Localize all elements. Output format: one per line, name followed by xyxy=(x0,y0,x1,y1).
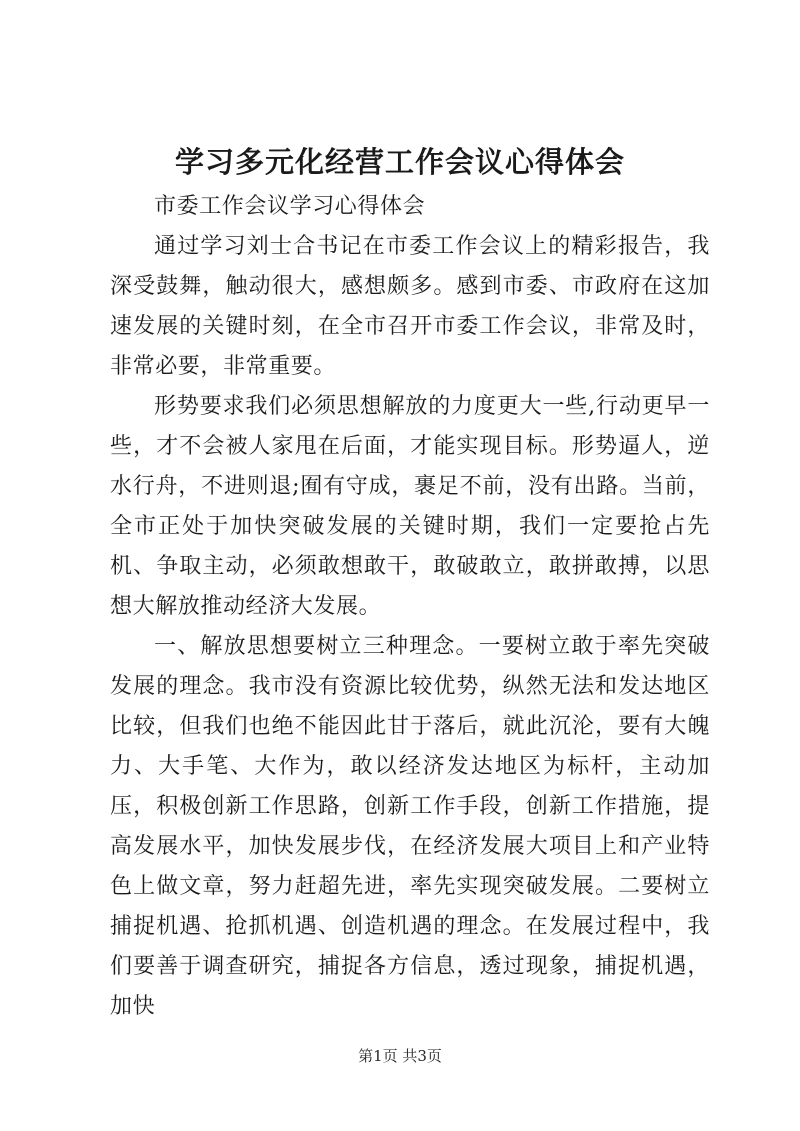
document-title: 学习多元化经营工作会议心得体会 xyxy=(174,145,625,179)
body-paragraph: 一、解放思想要树立三种理念。一要树立敢于率先突破发展的理念。我市没有资源比较优势，纵然无法和发达地区比较，但我们也绝不能因此甘于落后，就此沉沦，要有大魄力、大手笔、大作为，敢以经济发达地区为标杆，主动加压，积极创新工作思路，创新工作手段，创新工作措施，提高发展水平，加快发展步伐，在经济发展大项目上和产业特色上做文章，努力赶超先进，率先实现突破发展。二要树立捕捉机遇、抢抓机遇、创造机遇的理念。在发展过程中，我们要善于调查研究，捕捉各方信息，透过现象，捕捉机遇，加快 xyxy=(110,634,710,1019)
page-number-footer: 第1页 共3页 xyxy=(358,1047,442,1065)
body-paragraph: 形势要求我们必须思想解放的力度更大一些,行动更早一些，才不会被人家甩在后面，才能实现目标。形势逼人，逆水行舟，不进则退;囿有守成，裹足不前，没有出路。当前，全市正处于加快突破发展的关键时期，我们一定要抢占先机、争取主动，必须敢想敢干，敢破敢立，敢拼敢搏，以思想大解放推动经济大发展。 xyxy=(110,394,710,619)
document-body xyxy=(110,187,710,1027)
body-paragraph: 通过学习刘士合书记在市委工作会议上的精彩报告，我深受鼓舞，触动很大，感想颇多。感到市委、市政府在这加速发展的关键时刻，在全市召开市委工作会议，非常及时，非常必要，非常重要。 xyxy=(110,234,710,379)
body-paragraph: 市委工作会议学习心得体会 xyxy=(154,194,426,219)
